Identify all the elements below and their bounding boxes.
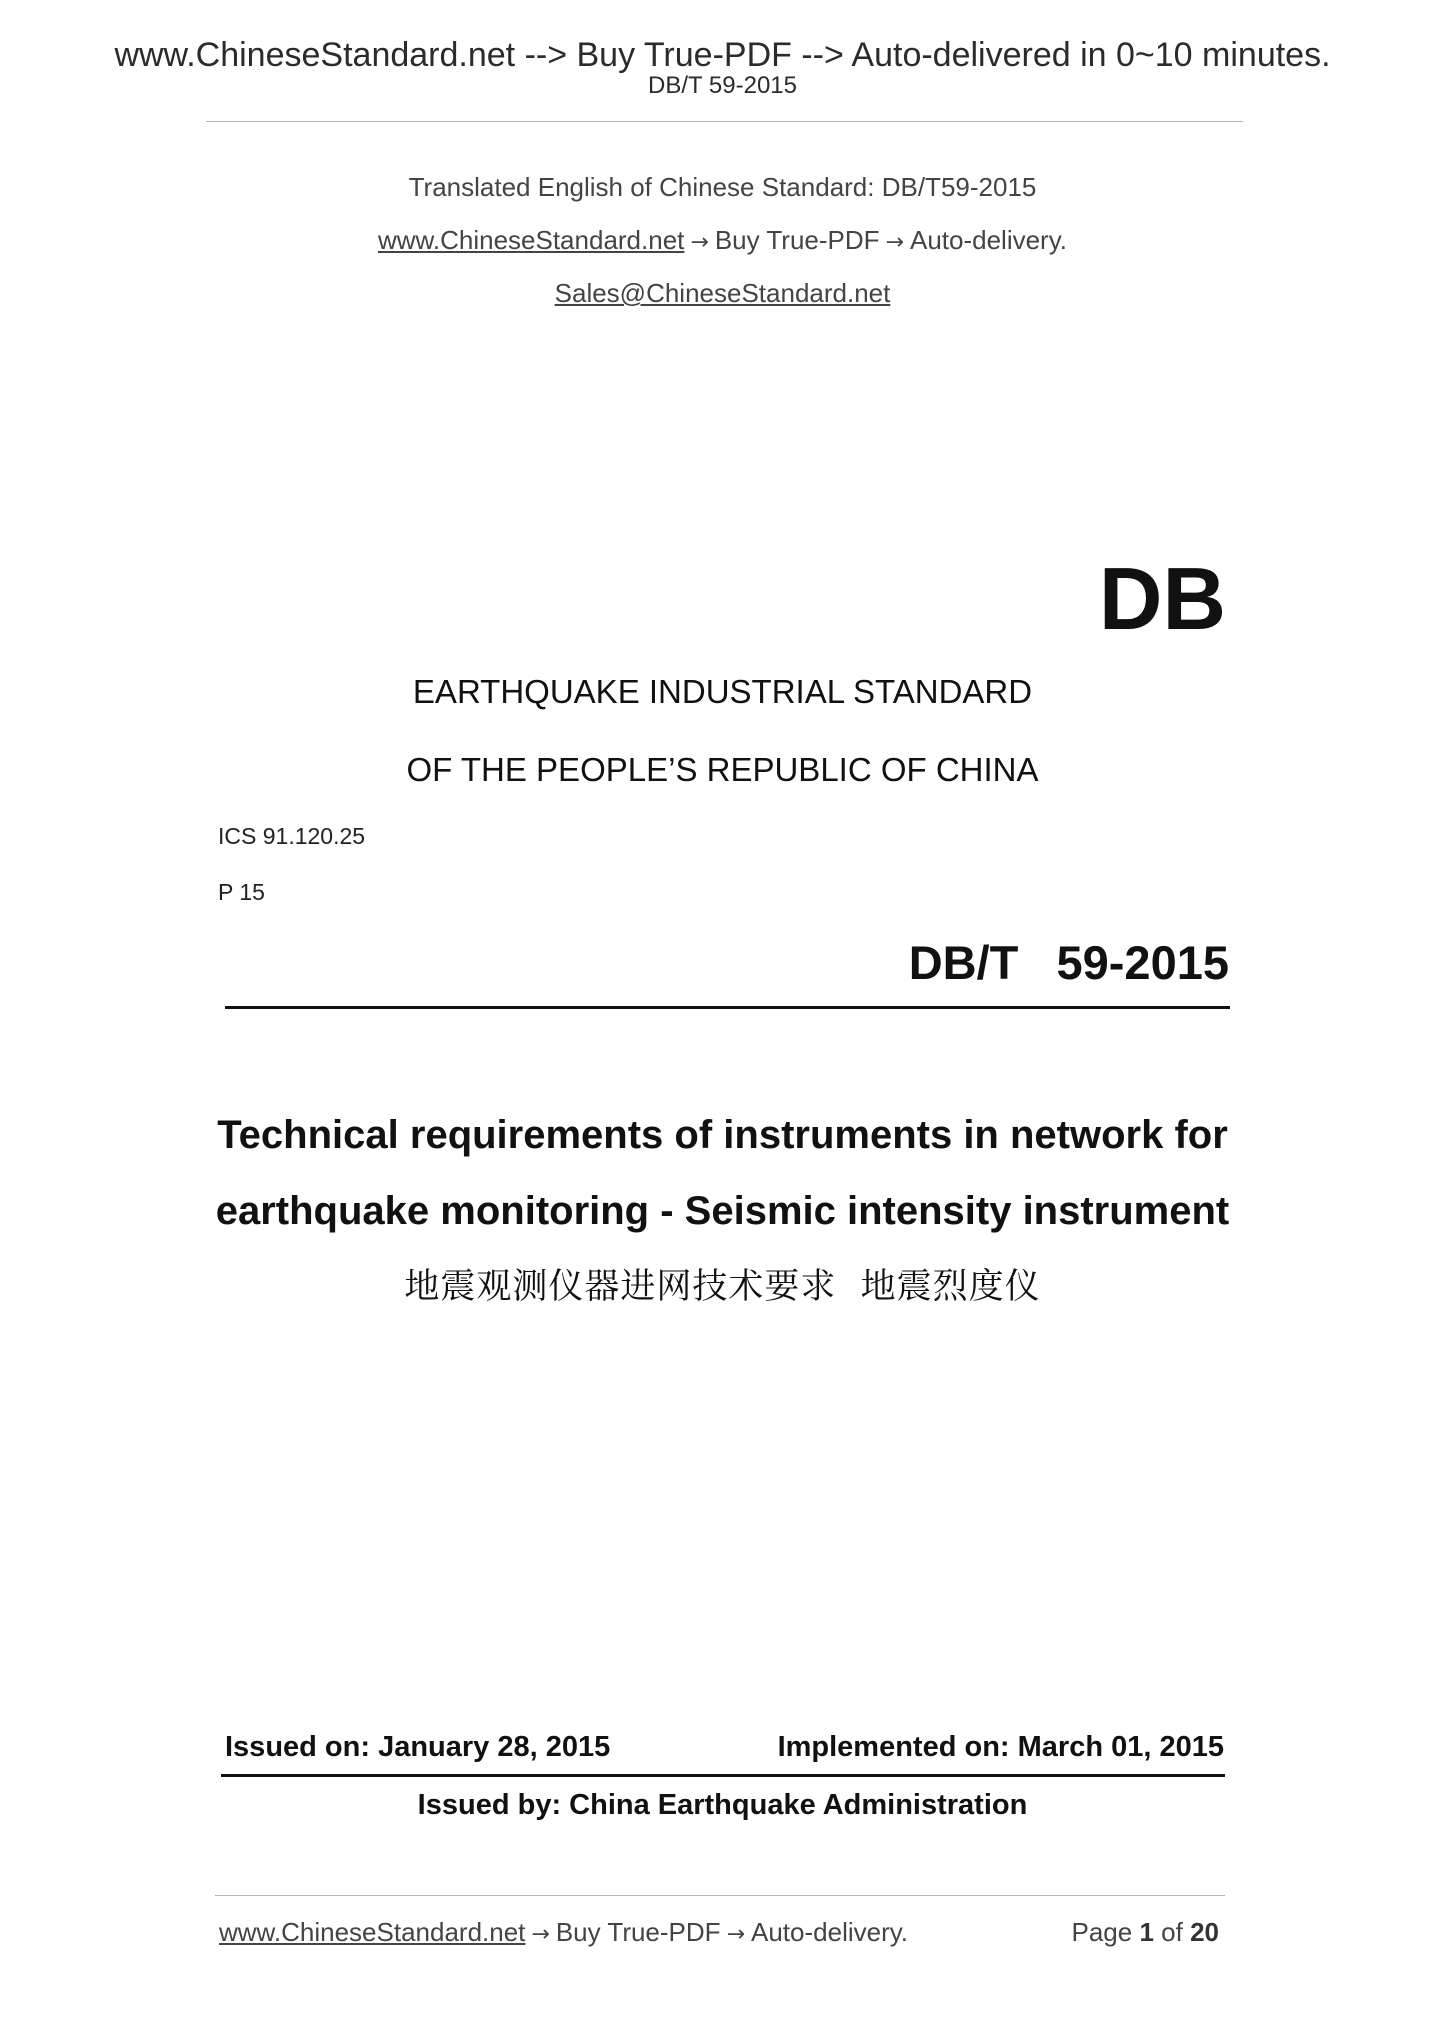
document-title-chinese: 地震观测仪器进网技术要求 地震烈度仪 [404, 1267, 1041, 1307]
document-number: DB/T 59-2015 [908, 936, 1229, 989]
page-total: 20 [1190, 1917, 1219, 1947]
page-indicator [1071, 1919, 1219, 1945]
header-divider [206, 121, 1243, 122]
buy-text: Buy True-PDF [714, 225, 880, 255]
db-mark: DB [1098, 549, 1226, 648]
arrow-right-icon: → [690, 230, 709, 255]
arrow-right-icon: → [885, 230, 904, 255]
purchase-line [0, 227, 1445, 254]
ics-code: ICS 91.120.25 [218, 823, 366, 849]
page-label: Page [1071, 1917, 1133, 1947]
standard-category-line-1: EARTHQUAKE INDUSTRIAL STANDARD [412, 673, 1033, 710]
issuing-authority: Issued by: China Earthquake Administration [417, 1789, 1028, 1821]
document-number-divider [225, 1006, 1230, 1009]
classification-code: P 15 [218, 879, 265, 905]
translated-notice: Translated English of Chinese Standard: DB/T59-2015 [408, 172, 1037, 202]
footer-delivery-text: Auto-delivery. [751, 1917, 909, 1947]
top-banner: www.ChineseStandard.net --> Buy True-PDF --> Auto-delivered in 0~10 minutes. [114, 36, 1331, 74]
footer-purchase-line [219, 1919, 908, 1946]
implemented-on-date: Implemented on: March 01, 2015 [777, 1731, 1224, 1763]
sales-line [0, 280, 1445, 306]
page-current: 1 [1139, 1917, 1154, 1947]
arrow-right-icon: → [726, 1922, 745, 1947]
issued-on-date: Issued on: January 28, 2015 [225, 1731, 611, 1763]
of-label: of [1161, 1917, 1183, 1947]
standard-category-line-2: OF THE PEOPLE’S REPUBLIC OF CHINA [406, 751, 1039, 788]
footer-site-link[interactable]: www.ChineseStandard.net [219, 1917, 526, 1947]
footer-divider [215, 1895, 1225, 1896]
site-link[interactable]: www.ChineseStandard.net [377, 225, 685, 255]
delivery-text: Auto-delivery. [909, 225, 1068, 255]
footer-buy-text: Buy True-PDF [555, 1917, 721, 1947]
document-title-line-2: earthquake monitoring - Seismic intensity instrument [215, 1189, 1230, 1233]
issue-divider [221, 1774, 1225, 1777]
sales-email-link[interactable]: Sales@ChineseStandard.net [554, 278, 891, 308]
document-title-line-1: Technical requirements of instruments in network for [217, 1113, 1228, 1157]
arrow-right-icon: → [531, 1922, 550, 1947]
header-doc-code: DB/T 59-2015 [648, 72, 797, 99]
